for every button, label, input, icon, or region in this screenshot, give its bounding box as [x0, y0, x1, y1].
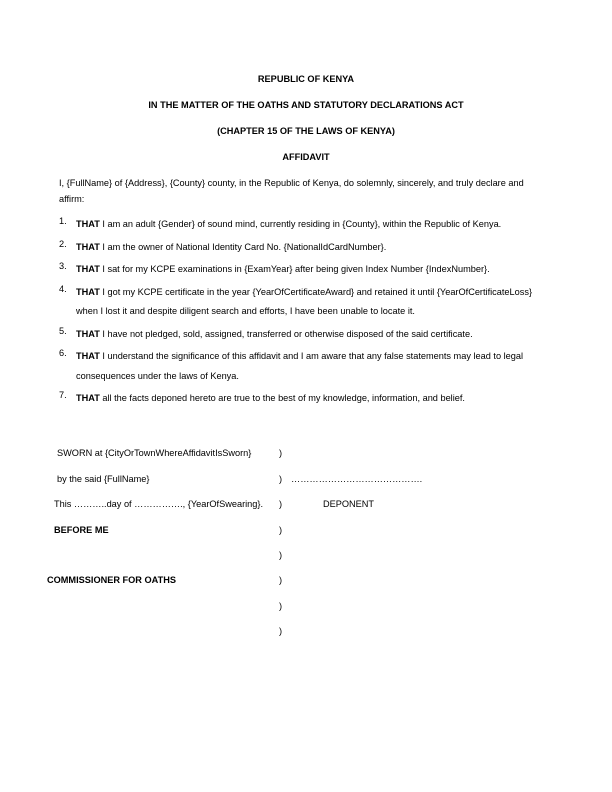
commissioner-label: COMMISSIONER FOR OATHS — [47, 575, 176, 585]
by-the-said-line: by the said {FullName} — [57, 474, 150, 484]
item-keyword: THAT — [76, 351, 100, 361]
item-text: I have not pledged, sold, assigned, transferred or otherwise disposed of the said certificate. — [99, 328, 473, 339]
list-item — [59, 238, 543, 258]
item-keyword: THAT — [76, 328, 100, 339]
intro-paragraph: I, {FullName} of {Address}, {County} county, in the Republic of Kenya, do solemnly, sincerely, and truly declare and affirm: — [59, 178, 524, 204]
list-item — [59, 347, 543, 386]
swearing-date-line: This ………..day of ……………., {YearOfSwearing}. — [54, 499, 264, 509]
signature-line: ……………………………………. — [291, 474, 423, 484]
item-number: 1. — [59, 216, 67, 226]
header-matter: IN THE MATTER OF THE OATHS AND STATUTORY DECLARATIONS ACT — [148, 100, 464, 110]
list-item — [59, 215, 543, 235]
jurat-bracket: ) — [279, 474, 283, 484]
item-keyword: THAT — [76, 241, 100, 252]
jurat-bracket: ) — [279, 550, 283, 560]
before-me-label: BEFORE ME — [54, 525, 109, 535]
deponent-label: DEPONENT — [323, 499, 375, 509]
jurat-bracket: ) — [279, 499, 283, 509]
item-number: 7. — [59, 390, 67, 400]
header-republic: REPUBLIC OF KENYA — [257, 74, 355, 84]
item-number: 6. — [59, 348, 67, 358]
jurat-bracket: ) — [279, 626, 283, 636]
item-number: 2. — [59, 238, 67, 249]
list-item — [59, 283, 543, 322]
item-number: 3. — [59, 261, 67, 271]
item-number: 4. — [59, 283, 67, 294]
item-text: I sat for my KCPE examinations in {ExamYear} after being given Index Number {IndexNumber}. — [99, 264, 490, 274]
jurat-bracket: ) — [279, 525, 283, 535]
list-item — [59, 389, 543, 409]
item-text: I got my KCPE certificate in the year {YearOfCertificateAward} and retained it until {YearOfCertificateLoss} when I lost it and despite diligent search and efforts, I have been unable to locate it. — [76, 286, 533, 316]
jurat-bracket: ) — [279, 575, 283, 585]
page-title: AFFIDAVIT — [282, 152, 330, 162]
header-chapter: (CHAPTER 15 OF THE LAWS OF KENYA) — [217, 126, 395, 136]
item-keyword: THAT — [76, 219, 100, 229]
item-keyword: THAT — [76, 393, 100, 403]
list-item — [59, 325, 543, 345]
item-number: 5. — [59, 325, 67, 336]
jurat-bracket: ) — [279, 448, 283, 458]
jurat-bracket: ) — [279, 601, 283, 611]
sworn-at-line: SWORN at {CityOrTownWhereAffidavitIsSworn} — [57, 448, 252, 458]
item-text: I am an adult {Gender} of sound mind, currently residing in {County}, within the Republic of Kenya. — [99, 219, 502, 229]
item-text: I am the owner of National Identity Card No. {NationalIdCardNumber}. — [99, 241, 387, 252]
item-text: I understand the significance of this affidavit and I am aware that any false statements may lead to legal consequences under the laws of Kenya. — [76, 351, 524, 381]
item-keyword: THAT — [76, 286, 100, 297]
item-keyword: THAT — [76, 264, 100, 274]
declaration-list — [59, 215, 543, 412]
list-item — [59, 260, 543, 280]
item-text: all the facts deponed hereto are true to the best of my knowledge, information, and belief. — [99, 393, 465, 403]
